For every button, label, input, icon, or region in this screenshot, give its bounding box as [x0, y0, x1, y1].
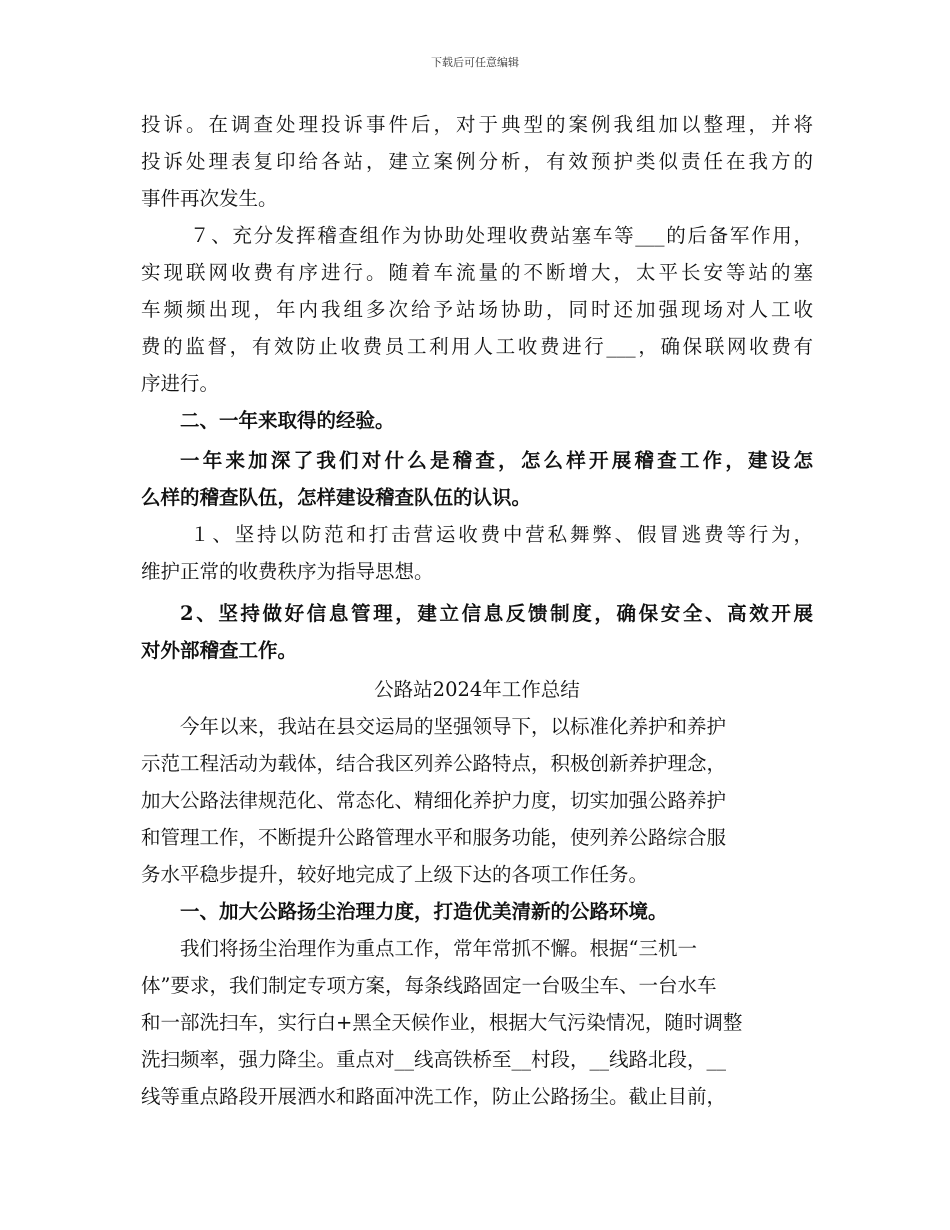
text-line: 序进行。: [141, 372, 220, 395]
report-title: 公路站2024年工作总结: [374, 678, 580, 701]
text-line: １、坚持以防范和打击营运收费中营私舞弊、假冒逃费等行为，: [190, 523, 813, 546]
text-line: 体”要求，我们制定专项方案，每条线路固定一台吸尘车、一台水车: [141, 974, 717, 997]
text-line: 和一部洗扫车，实行白+黑全天候作业，根据大气污染情况，随时调整: [141, 1011, 743, 1034]
text-line: 实现联网收费有序进行。随着车流量的不断增大，太平长安等站的塞: [141, 261, 813, 284]
text-line: 加大公路法律规范化、常态化、精细化养护力度，切实加强公路养护: [141, 789, 727, 812]
paragraph-experience-intro: [141, 442, 813, 516]
text-line: 对外部稽查工作。: [141, 639, 298, 662]
text-line: 今年以来，我站在县交运局的坚强领导下，以标准化养护和养护: [180, 715, 727, 738]
paragraph-point-2: [141, 595, 813, 669]
paragraph-item-7: [141, 217, 813, 402]
page-header: 下载后可任意编辑: [431, 56, 519, 69]
text-line: ７、充分发挥稽查组作为协助处理收费站塞车等___的后备军作用，: [190, 224, 813, 247]
text-line: 一年来加深了我们对什么是稽查，怎么样开展稽查工作，建设怎: [180, 449, 813, 472]
paragraph-complaints: [141, 106, 813, 217]
text-line: 维护正常的收费秩序为指导思想。: [141, 560, 434, 583]
text-line: 么样的稽查队伍，怎样建设稽查队伍的认识。: [141, 486, 532, 509]
text-line: 务水平稳步提升，较好地完成了上级下达的各项工作任务。: [141, 863, 649, 886]
text-line: 我们将扬尘治理作为重点工作，常年常抓不懈。根据“三机一: [180, 937, 697, 960]
text-line: 2、坚持做好信息管理，建立信息反馈制度，确保安全、高效开展: [180, 602, 813, 625]
report-heading-dust-control: 一、加大公路扬尘治理力度，打造优美清新的公路环境。: [180, 900, 668, 923]
text-line: 费的监督，有效防止收费员工利用人工收费进行___，确保联网收费有: [141, 335, 813, 358]
text-line: 事件再次发生。: [141, 187, 278, 210]
section-heading-experience: 二、一年来取得的经验。: [180, 409, 395, 432]
text-line: 和管理工作，不断提升公路管理水平和服务功能，使列养公路综合服: [141, 826, 727, 849]
text-line: 示范工程活动为载体，结合我区列养公路特点，积极创新养护理念，: [141, 752, 727, 775]
text-line: 投诉处理表复印给各站，建立案例分析，有效预护类似责任在我方的: [141, 150, 813, 173]
paragraph-report-intro: [141, 708, 813, 893]
text-line: 洗扫频率，强力降尘。重点对__线高铁桥至__村段，__线路北段，__: [141, 1048, 727, 1071]
document-body: [141, 106, 813, 1115]
paragraph-dust-control: [141, 930, 813, 1115]
text-line: 线等重点路段开展洒水和路面冲洗工作，防止公路扬尘。截止目前，: [141, 1085, 727, 1108]
paragraph-point-1: [141, 516, 813, 590]
text-line: 车频频出现，年内我组多次给予站场协助，同时还加强现场对人工收: [141, 298, 813, 321]
text-line: 投诉。在调查处理投诉事件后，对于典型的案例我组加以整理，并将: [141, 113, 813, 136]
